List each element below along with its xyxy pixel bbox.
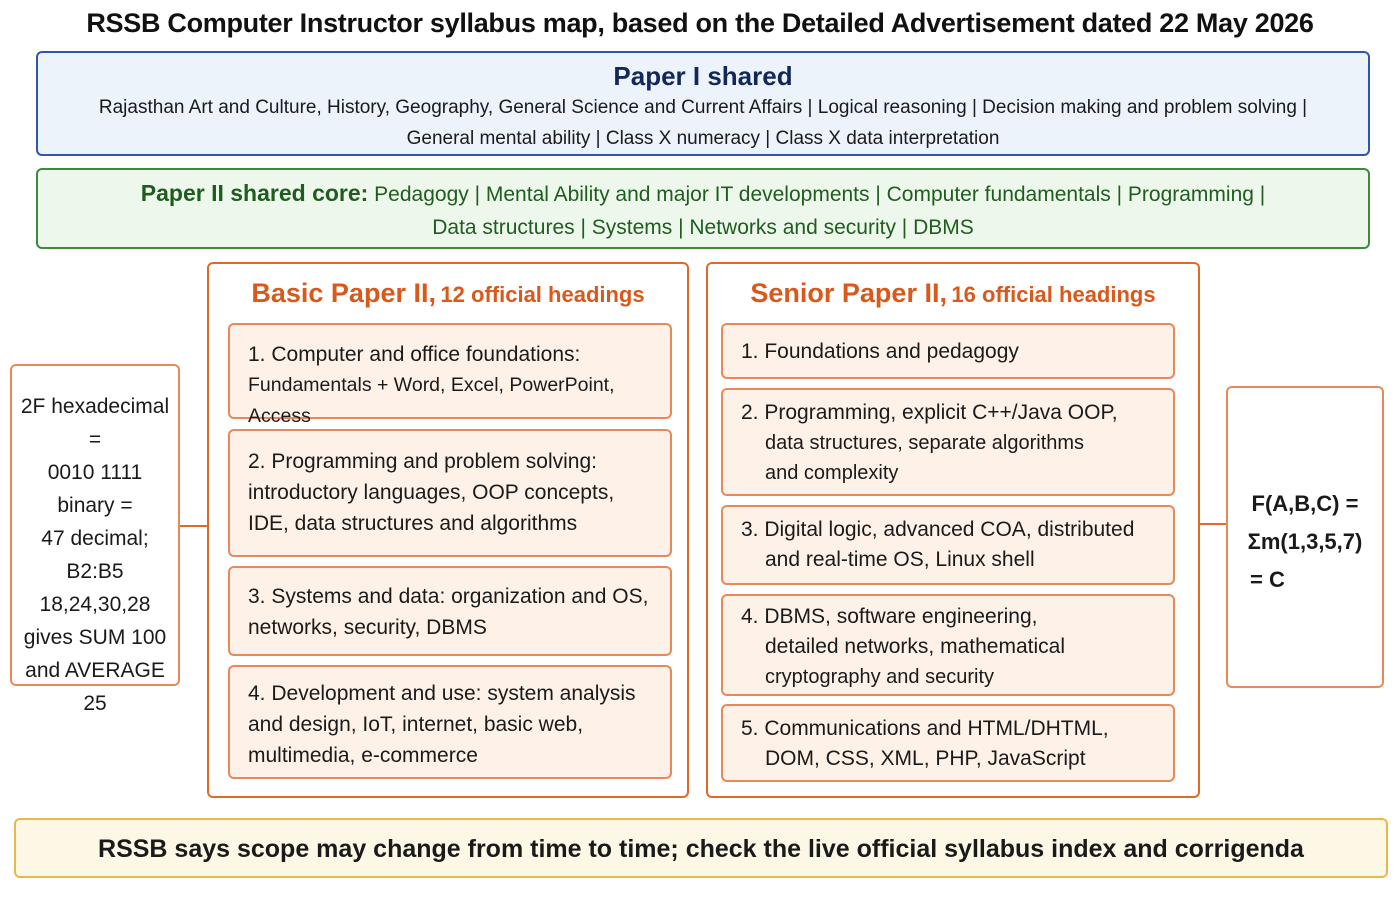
left-note-line: 2F hexadecimal = [20, 395, 170, 451]
senior-paper2-column [706, 262, 1200, 798]
card-line: 1. Computer and office foundations: [248, 343, 581, 366]
basic-card-4 [228, 665, 672, 779]
card-line: introductory languages, OOP concepts, [248, 481, 615, 504]
paper1-topics-line1: Rajasthan Art and Culture, History, Geography, General Science and Current Affairs | Logical reasoning | Decision making and problem solving | [98, 97, 1308, 118]
card-line: 1. Foundations and pedagogy [741, 340, 1019, 363]
senior-heading [708, 278, 1198, 309]
scope-disclaimer-footer: RSSB says scope may change from time to time; check the live official syllabus index and corrigenda [14, 818, 1388, 878]
right-note-line: = C [1250, 567, 1285, 592]
left-connector [180, 525, 207, 527]
card-line: 4. Development and use: system analysis [248, 682, 636, 705]
paper1-heading: Paper I shared [613, 61, 793, 91]
card-line: multimedia, e-commerce [248, 744, 478, 767]
card-line: cryptography and security [765, 666, 995, 688]
card-line: data structures, separate algorithms [765, 432, 1085, 454]
card-line: Fundamentals + Word, Excel, PowerPoint, Access [248, 374, 615, 427]
basic-subtitle: 12 official headings [440, 282, 645, 307]
basic-card-2 [228, 429, 672, 557]
senior-card-3 [721, 505, 1175, 585]
card-line: 3. Systems and data: organization and OS, [248, 585, 649, 608]
card-line: 3. Digital logic, advanced COA, distributed [741, 518, 1135, 541]
right-note-line: Σm(1,3,5,7) [1247, 529, 1363, 554]
senior-subtitle: 16 official headings [951, 282, 1156, 307]
basic-heading [209, 278, 687, 309]
diagram-title: RSSB Computer Instructor syllabus map, based on the Detailed Advertisement dated 22 May 2026 [86, 8, 1314, 38]
card-line: 2. Programming, explicit C++/Java OOP, [741, 401, 1118, 424]
paper2-topics-line1: Pedagogy | Mental Ability and major IT developments | Computer fundamentals | Programming | [374, 183, 1266, 206]
card-line: 4. DBMS, software engineering, [741, 605, 1038, 628]
card-line: IDE, data structures and algorithms [248, 512, 578, 535]
senior-title: Senior Paper II, [750, 278, 947, 308]
paper2-row1 [38, 178, 1368, 210]
card-line: and complexity [765, 462, 899, 484]
left-note-line: 47 decimal; [41, 527, 149, 550]
senior-card-1 [721, 323, 1175, 379]
card-line: and real-time OS, Linux shell [765, 548, 1035, 571]
left-note-line: 18,24,30,28 [39, 593, 151, 616]
card-line: 2. Programming and problem solving: [248, 450, 598, 473]
basic-title: Basic Paper II, [251, 278, 436, 308]
paper1-topics-line2: General mental ability | Class X numeracy | Class X data interpretation [406, 128, 1000, 149]
left-note-line: gives SUM 100 [23, 626, 167, 649]
right-connector [1200, 523, 1226, 525]
card-line: detailed networks, mathematical [765, 635, 1065, 658]
left-note-line: 0010 1111 [47, 461, 143, 484]
right-note-line: F(A,B,C) = [1251, 491, 1359, 516]
card-line: DOM, CSS, XML, PHP, JavaScript [765, 747, 1086, 770]
left-note-line: B2:B5 [66, 560, 124, 583]
left-note-line: binary = [57, 494, 133, 517]
paper2-topics-line2: Data structures | Systems | Networks and security | DBMS [432, 216, 974, 239]
senior-card-5 [721, 704, 1175, 782]
left-example-note [10, 364, 180, 715]
paper2-shared-core-box [36, 168, 1370, 249]
card-line: 5. Communications and HTML/DHTML, [741, 717, 1109, 740]
basic-paper2-column [207, 262, 689, 798]
paper1-shared-box [36, 51, 1370, 156]
basic-card-3 [228, 566, 672, 656]
right-example-note [1226, 386, 1384, 688]
left-note-line: and AVERAGE 25 [25, 659, 165, 715]
card-line: and design, IoT, internet, basic web, [248, 713, 584, 736]
paper2-lead: Paper II shared core: [140, 180, 369, 206]
card-line: networks, security, DBMS [248, 616, 487, 639]
senior-card-4 [721, 594, 1175, 696]
senior-card-2 [721, 388, 1175, 496]
basic-card-1 [228, 323, 672, 427]
